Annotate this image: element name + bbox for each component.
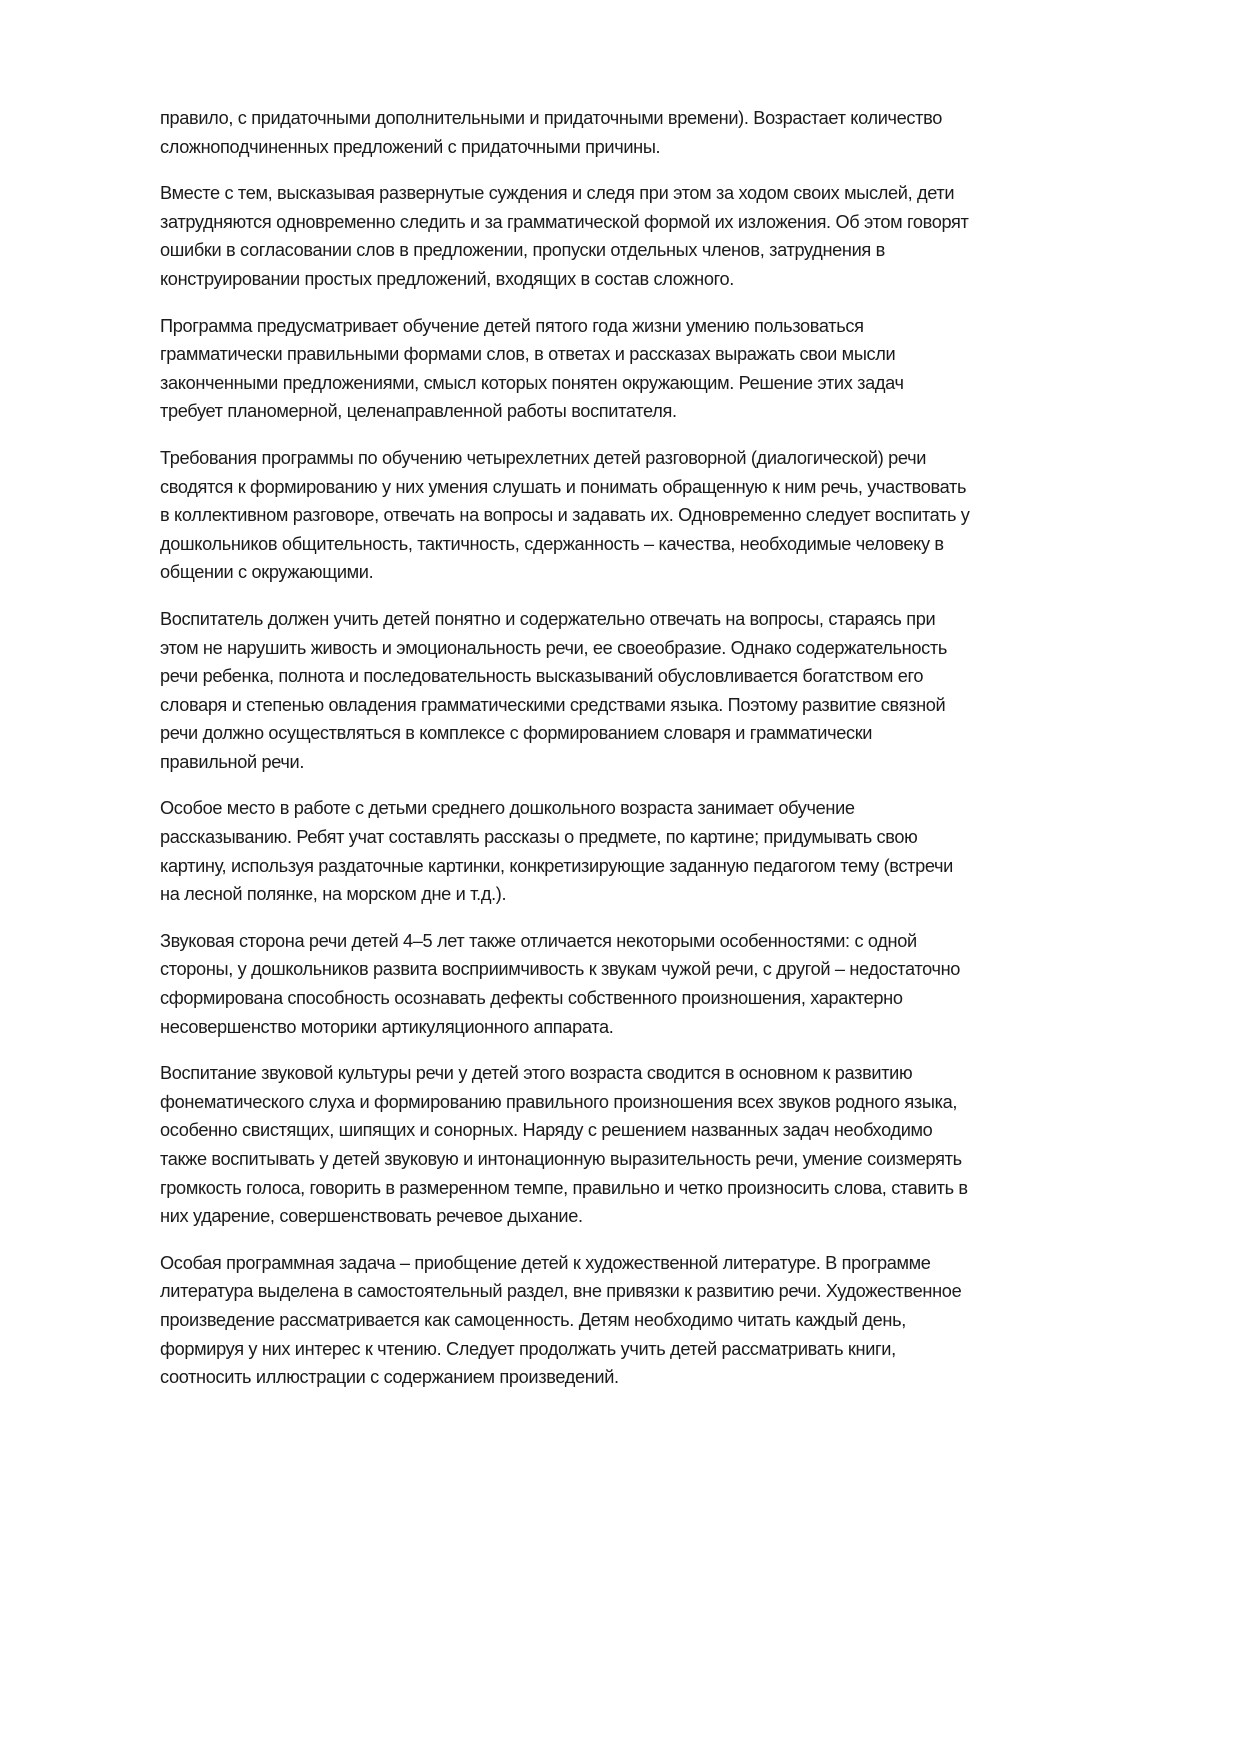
text-line: в коллективном разговоре, отвечать на вопросы и задавать их. Одновременно следует воспитать у — [160, 505, 970, 526]
text-line: правильной речи. — [160, 751, 305, 772]
text-line: грамматически правильными формами слов, в ответах и рассказах выражать свои мысли — [160, 344, 896, 365]
paragraph-9 — [160, 1249, 1065, 1392]
text-line: речи ребенка, полнота и последовательность высказываний обусловливается богатством его — [160, 666, 924, 687]
text-line: затрудняются одновременно следить и за грамматической формой их изложения. Об этом говорят — [160, 211, 969, 232]
text-line: этом не нарушить живость и эмоциональность речи, ее своеобразие. Однако содержательность — [160, 637, 947, 658]
text-line: формируя у них интерес к чтению. Следует продолжать учить детей рассматривать книги, — [160, 1338, 896, 1359]
text-line: сформирована способность осознавать дефекты собственного произношения, характерно — [160, 988, 903, 1009]
text-line: Особое место в работе с детьми среднего дошкольного возраста занимает обучение — [160, 798, 855, 819]
text-line: также воспитывать у детей звуковую и интонационную выразительность речи, умение соизмерять — [160, 1149, 962, 1169]
text-line: рассказыванию. Ребят учат составлять рассказы о предмете, по картине; придумывать свою — [160, 827, 918, 848]
text-line: общении с окружающими. — [160, 562, 374, 583]
text-line: произведение рассматривается как самоценность. Детям необходимо читать каждый день, — [160, 1309, 906, 1330]
text-line: Вместе с тем, высказывая развернутые суждения и следя при этом за ходом своих мыслей, дети — [160, 183, 955, 204]
text-line: несовершенство моторики артикуляционного аппарата. — [160, 1016, 614, 1037]
text-line: Особая программная задача – приобщение детей к художественной литературе. В программе — [160, 1252, 931, 1273]
paragraph-3 — [160, 312, 1065, 426]
document-page — [160, 104, 1065, 1410]
text-line: особенно свистящих, шипящих и сонорных. Наряду с решением названных задач необходимо — [160, 1120, 933, 1141]
paragraph-6 — [160, 794, 1065, 908]
text-line: них ударение, совершенствовать речевое дыхание. — [160, 1206, 583, 1227]
text-line: ошибки в согласовании слов в предложении, пропуски отдельных членов, затруднения в — [160, 240, 885, 261]
text-line: на лесной полянке, на морском дне и т.д.). — [160, 884, 507, 905]
text-line: Требования программы по обучению четырехлетних детей разговорной (диалогической) речи — [160, 447, 927, 468]
paragraph-1 — [160, 104, 1065, 161]
text-line: Воспитание звуковой культуры речи у детей этого возраста сводится в основном к развитию — [160, 1063, 913, 1084]
text-line: требует планомерной, целенаправленной работы воспитателя. — [160, 401, 677, 422]
text-line: Программа предусматривает обучение детей пятого года жизни умению пользоваться — [160, 315, 864, 336]
paragraph-2 — [160, 179, 1065, 293]
text-line: громкость голоса, говорить в размеренном темпе, правильно и четко произносить слова, ставить в — [160, 1177, 968, 1198]
text-line: законченными предложениями, смысл которых понятен окружающим. Решение этих задач — [160, 372, 904, 393]
text-line: конструировании простых предложений, входящих в состав сложного. — [160, 268, 734, 289]
paragraph-4 — [160, 444, 1065, 587]
text-line: речи должно осуществляться в комплексе с формированием словаря и грамматически — [160, 723, 873, 744]
text-line: стороны, у дошкольников развита восприимчивость к звукам чужой речи, с другой – недостаточно — [160, 959, 961, 980]
text-line: картину, используя раздаточные картинки, конкретизирующие заданную педагогом тему (встречи — [160, 855, 953, 876]
text-line: фонематического слуха и формированию правильного произношения всех звуков родного языка, — [160, 1091, 958, 1112]
text-line: правило, с придаточными дополнительными и придаточными времени). Возрастает количество — [160, 108, 943, 128]
text-line: сложноподчиненных предложений с придаточными причины. — [160, 136, 661, 157]
text-line: литература выделена в самостоятельный раздел, вне привязки к развитию речи. Художественное — [160, 1281, 962, 1302]
text-line: дошкольников общительность, тактичность, сдержанность – качества, необходимые человеку в — [160, 533, 944, 554]
text-line: Воспитатель должен учить детей понятно и содержательно отвечать на вопросы, стараясь при — [160, 608, 936, 629]
paragraph-8 — [160, 1059, 1065, 1231]
text-line: Звуковая сторона речи детей 4–5 лет также отличается некоторыми особенностями: с одной — [160, 930, 917, 951]
text-line: соотносить иллюстрации с содержанием произведений. — [160, 1367, 619, 1388]
text-line: сводятся к формированию у них умения слушать и понимать обращенную к ним речь, участвовать — [160, 476, 967, 497]
paragraph-7 — [160, 927, 1065, 1041]
paragraph-5 — [160, 605, 1065, 777]
text-line: словаря и степенью овладения грамматическими средствами языка. Поэтому развитие связной — [160, 694, 946, 715]
